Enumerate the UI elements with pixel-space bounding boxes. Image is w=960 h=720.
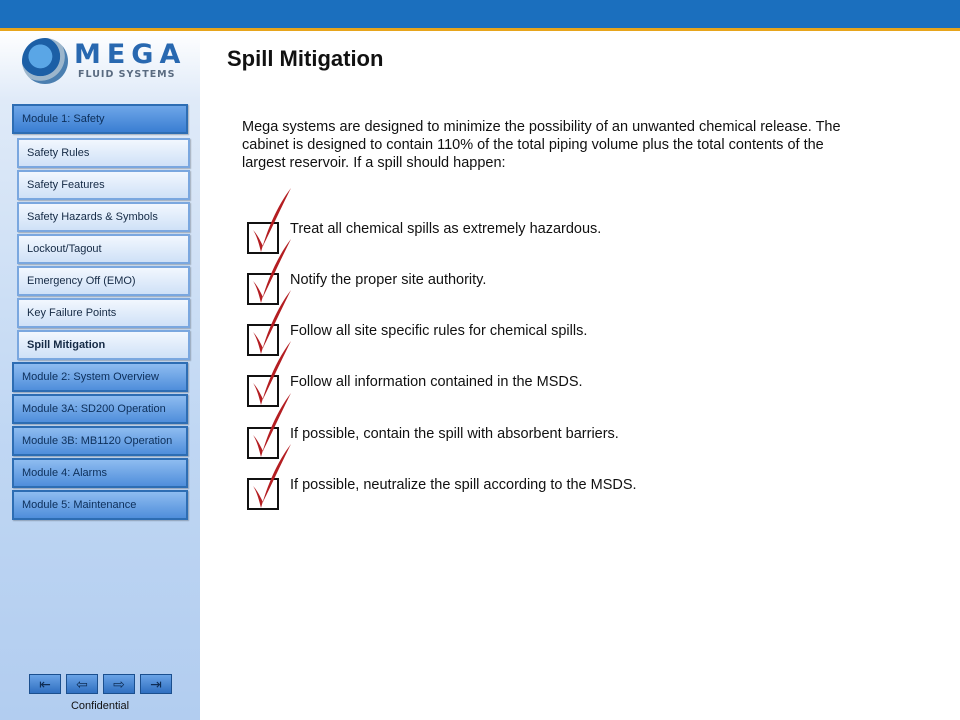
nav-sub-emergency-off[interactable]: Emergency Off (EMO) (17, 266, 190, 296)
logo-subtitle: FLUID SYSTEMS (78, 69, 176, 80)
arrow-left-icon: ⇦ (76, 676, 88, 692)
next-slide-button[interactable] (103, 674, 135, 694)
arrow-right-icon: ⇨ (113, 676, 125, 692)
nav-sub-safety-rules[interactable]: Safety Rules (17, 138, 190, 168)
nav-module-1[interactable]: Module 1: Safety (12, 104, 188, 134)
nav-sub-hazards-symbols[interactable]: Safety Hazards & Symbols (17, 202, 190, 232)
checklist-item-text: Notify the proper site authority. (290, 272, 487, 288)
nav-sub-key-failure-points[interactable]: Key Failure Points (17, 298, 190, 328)
nav-module-3a[interactable]: Module 3A: SD200 Operation (12, 394, 188, 424)
last-icon: ⇥ (150, 676, 162, 692)
checklist-item-text: If possible, contain the spill with absorbent barriers. (290, 426, 619, 442)
logo-word: MEGA (74, 39, 187, 70)
nav-module-5[interactable]: Module 5: Maintenance (12, 490, 188, 520)
slide-navigation (29, 674, 173, 694)
nav-module-2[interactable]: Module 2: System Overview (12, 362, 188, 392)
nav-module-4[interactable]: Module 4: Alarms (12, 458, 188, 488)
nav-sub-lockout-tagout[interactable]: Lockout/Tagout (17, 234, 190, 264)
checklist-item-text: If possible, neutralize the spill according to the MSDS. (290, 477, 637, 493)
nav-module-3b[interactable]: Module 3B: MB1120 Operation (12, 426, 188, 456)
checklist-item-text: Follow all site specific rules for chemical spills. (290, 323, 588, 339)
checklist-item-text: Follow all information contained in the MSDS. (290, 374, 583, 390)
mega-logo (22, 38, 187, 90)
page-title: Spill Mitigation (227, 46, 384, 71)
logo-ring-icon (22, 38, 68, 84)
first-slide-button[interactable] (29, 674, 61, 694)
top-banner (0, 0, 960, 31)
last-slide-button[interactable] (140, 674, 172, 694)
checklist-item-text: Treat all chemical spills as extremely hazardous. (290, 221, 602, 237)
nav-sub-spill-mitigation[interactable]: Spill Mitigation (17, 330, 190, 360)
first-icon: ⇤ (39, 676, 51, 692)
intro-paragraph: Mega systems are designed to minimize the possibility of an unwanted chemical release. The cabinet is designed to contain 110% of the total piping volume plus the total contents of the largest reservoir. If a spill should happen: (242, 119, 841, 171)
confidential-label: Confidential (70, 700, 130, 712)
previous-slide-button[interactable] (66, 674, 98, 694)
red-checkmark-icon (251, 442, 295, 514)
nav-sub-safety-features[interactable]: Safety Features (17, 170, 190, 200)
